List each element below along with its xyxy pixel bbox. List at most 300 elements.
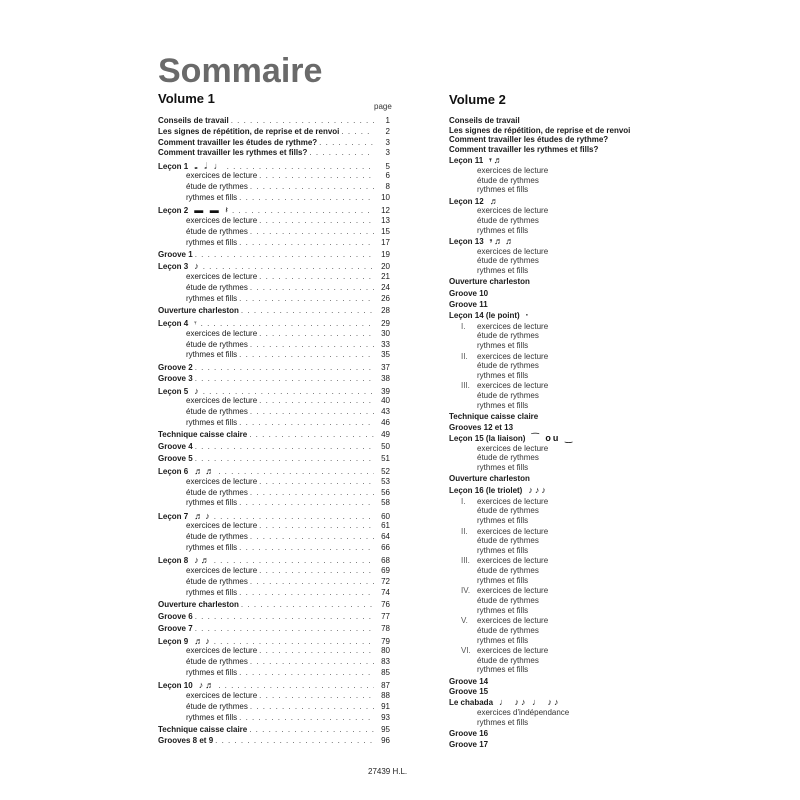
toc-entry-label: rythmes et fills [186, 237, 238, 247]
toc-subentry [449, 646, 649, 656]
toc-subentry [449, 506, 649, 516]
page-title: Sommaire [158, 52, 323, 90]
toc-subentry [449, 444, 649, 454]
section-roman-numeral: II. [461, 526, 468, 536]
toc-page-number: 33 [381, 339, 390, 349]
dot-leader [195, 363, 374, 372]
toc-subentry [158, 171, 390, 182]
volume-1-contents [158, 116, 390, 747]
dot-leader [231, 116, 374, 125]
toc-subentry [449, 331, 649, 341]
toc-page-number: 76 [381, 599, 390, 609]
toc-entry-label: exercices de lecture [477, 206, 549, 216]
toc-subentry [158, 521, 390, 532]
toc-entry-label: Leçon 3 [158, 262, 189, 272]
toc-page-number: 93 [381, 712, 390, 722]
toc-entry-label: exercices de lecture [186, 521, 258, 531]
dot-leader [203, 387, 374, 396]
toc-entry-label: Leçon 14 (le point) [449, 311, 520, 321]
toc-subentry [158, 193, 390, 204]
toc-subentry [449, 516, 649, 526]
dot-leader [218, 467, 374, 476]
toc-entry-label: exercices de lecture [477, 556, 549, 566]
toc-entry [449, 698, 649, 708]
toc-page-number: 39 [381, 386, 390, 396]
dot-leader [239, 193, 374, 202]
toc-page-number: 53 [381, 476, 390, 486]
volume-2-title: Volume 2 [449, 92, 506, 107]
toc-entry-label: étude de rythmes [477, 506, 539, 516]
dot-leader [195, 374, 374, 383]
toc-subentry [158, 340, 390, 351]
toc-subentry [449, 176, 649, 186]
toc-entry [158, 725, 390, 736]
toc-entry-label: étude de rythmes [477, 566, 539, 576]
dot-leader [239, 668, 374, 677]
toc-entry-label: Groove 2 [158, 362, 193, 372]
rhythm-notation-icon: ♪♬ [194, 555, 212, 566]
toc-subentry [158, 488, 390, 499]
toc-subentry [158, 329, 390, 340]
toc-entry [158, 138, 390, 149]
rhythm-notation-icon: ♪ [194, 385, 201, 396]
toc-entry-label: Les signes de répétition, de reprise et de renvoi [449, 125, 631, 135]
toc-entry-label: étude de rythmes [477, 453, 539, 463]
toc-entry [158, 624, 390, 635]
dot-leader [250, 657, 374, 666]
toc-subentry [449, 708, 649, 718]
toc-subentry [449, 256, 649, 266]
rhythm-notation-icon: ♪♬ [198, 680, 217, 691]
toc-page-number: 3 [385, 148, 390, 158]
toc-subentry [158, 350, 390, 361]
toc-subentry [158, 691, 390, 702]
toc-page-number: 43 [381, 407, 390, 417]
toc-entry-label: rythmes et fills [477, 462, 529, 472]
rhythm-notation-icon: · [525, 310, 531, 321]
toc-subentry [449, 341, 649, 351]
toc-entry-label: Leçon 1 [158, 161, 189, 171]
toc-subentry [449, 527, 649, 537]
toc-page-number: 78 [381, 624, 390, 634]
toc-page-number: 85 [381, 667, 390, 677]
dot-leader [241, 600, 374, 609]
rhythm-notation-icon: ♬♪ [194, 510, 212, 521]
toc-entry-label: rythmes et fills [186, 542, 238, 552]
toc-subentry [449, 371, 649, 381]
toc-subentry [158, 532, 390, 543]
toc-entry-label: Ouverture charleston [449, 474, 530, 484]
dot-leader [249, 430, 374, 439]
dot-leader [214, 556, 374, 565]
toc-entry-label: Leçon 10 [158, 681, 193, 691]
toc-subentry [449, 463, 649, 473]
dot-leader [215, 736, 374, 745]
dot-leader [250, 227, 374, 236]
dot-leader [239, 418, 374, 427]
toc-entry-label: exercices de lecture [477, 321, 549, 331]
toc-entry [449, 237, 649, 247]
dot-leader [259, 216, 374, 225]
dot-leader [195, 612, 374, 621]
dot-leader [195, 624, 374, 633]
toc-page-number: 69 [381, 565, 390, 575]
toc-entry-label: Leçon 11 [449, 156, 484, 166]
dot-leader [239, 498, 374, 507]
toc-page-number: 66 [381, 542, 390, 552]
toc-entry-label: Ouverture charleston [158, 599, 239, 609]
toc-subentry [449, 616, 649, 626]
page-column-label: page [374, 102, 392, 111]
toc-entry-label: Groove 4 [158, 442, 193, 452]
toc-entry-label: Leçon 16 (le triolet) [449, 486, 523, 496]
toc-entry-label: rythmes et fills [477, 266, 529, 276]
toc-subentry [158, 713, 390, 724]
section-roman-numeral: V. [461, 616, 468, 626]
toc-entry [449, 740, 649, 750]
dot-leader [250, 407, 374, 416]
dot-leader [195, 250, 374, 259]
toc-subentry [449, 185, 649, 195]
toc-entry [449, 197, 649, 207]
dot-leader [203, 262, 374, 271]
toc-entry-label: étude de rythmes [186, 339, 248, 349]
toc-entry [158, 250, 390, 261]
toc-entry [449, 474, 649, 484]
rhythm-notation-icon: ♩ ♪♪ ♩ ♪♪ [499, 696, 561, 707]
toc-entry-label: Leçon 15 (la liaison) [449, 433, 526, 443]
toc-entry-label: Comment travailler les études de rythme? [158, 137, 318, 147]
toc-entry-label: Conseils de travail [158, 116, 229, 125]
toc-page-number: 46 [381, 417, 390, 427]
toc-entry-label: rythmes et fills [477, 341, 529, 351]
toc-entry-label: rythmes et fills [477, 370, 529, 380]
rhythm-notation-icon: 𝅝 𝅗𝅥 ♩ [194, 160, 225, 171]
toc-entry-label: étude de rythmes [186, 226, 248, 236]
toc-entry-label: Grooves 8 et 9 [158, 736, 214, 746]
toc-entry-label: étude de rythmes [477, 391, 539, 401]
dot-leader [250, 532, 374, 541]
toc-page-number: 19 [381, 249, 390, 259]
toc-page-number: 38 [381, 374, 390, 384]
toc-entry [449, 277, 649, 287]
toc-entry-label: exercices de lecture [186, 476, 258, 486]
toc-entry-label: exercices de lecture [477, 646, 549, 656]
toc-subentry [158, 477, 390, 488]
toc-page-number: 96 [381, 736, 390, 746]
toc-subentry [158, 577, 390, 588]
dot-leader [259, 566, 374, 575]
toc-entry [158, 161, 390, 172]
toc-entry-label: exercices de lecture [186, 328, 258, 338]
dot-leader [201, 319, 374, 328]
toc-entry-label: Groove 17 [449, 739, 489, 749]
toc-entry-label: rythmes et fills [186, 417, 238, 427]
toc-subentry [449, 352, 649, 362]
dot-leader [259, 396, 374, 405]
toc-subentry [158, 238, 390, 249]
toc-entry-label: exercices de lecture [477, 443, 549, 453]
toc-entry [158, 466, 390, 477]
dot-leader [239, 350, 374, 359]
toc-entry-label: exercices de lecture [477, 351, 549, 361]
toc-subentry [158, 657, 390, 668]
toc-entry [158, 116, 390, 127]
toc-subentry [449, 636, 649, 646]
toc-entry [449, 135, 649, 145]
toc-subentry [449, 606, 649, 616]
toc-entry [158, 680, 390, 691]
toc-page-number: 1 [385, 116, 390, 125]
toc-entry-label: étude de rythmes [186, 701, 248, 711]
toc-page-number: 13 [381, 215, 390, 225]
section-roman-numeral: III. [461, 556, 470, 566]
toc-entry-label: exercices de lecture [186, 565, 258, 575]
toc-page-number: 52 [381, 466, 390, 476]
toc-page-number: 21 [381, 272, 390, 282]
toc-entry-label: Technique caisse claire [158, 430, 248, 440]
toc-entry [158, 261, 390, 272]
section-roman-numeral: VI. [461, 646, 471, 656]
toc-subentry [158, 216, 390, 227]
toc-entry-label: exercices de lecture [477, 526, 549, 536]
dot-leader [259, 691, 374, 700]
toc-page-number: 49 [381, 430, 390, 440]
dot-leader [195, 442, 374, 451]
toc-subentry [449, 576, 649, 586]
toc-entry-label: Groove 6 [158, 611, 193, 621]
toc-subentry [449, 166, 649, 176]
toc-entry-label: étude de rythmes [477, 596, 539, 606]
toc-entry [158, 600, 390, 611]
toc-entry [158, 148, 390, 159]
toc-entry-label: Grooves 12 et 13 [449, 423, 514, 433]
toc-entry [449, 126, 649, 136]
dot-leader [227, 162, 374, 171]
toc-entry-label: Le chabada [449, 697, 494, 707]
toc-entry [158, 306, 390, 317]
toc-entry-label: rythmes et fills [477, 605, 529, 615]
dot-leader [250, 577, 374, 586]
toc-subentry [449, 381, 649, 391]
toc-page-number: 2 [385, 126, 390, 136]
toc-subentry [449, 247, 649, 257]
toc-subentry [449, 322, 649, 332]
toc-entry [158, 511, 390, 522]
toc-subentry [449, 586, 649, 596]
toc-entry [158, 374, 390, 385]
toc-entry [449, 289, 649, 299]
dot-leader [250, 488, 374, 497]
toc-entry-label: rythmes et fills [477, 635, 529, 645]
toc-entry [449, 486, 649, 496]
toc-page-number: 88 [381, 690, 390, 700]
toc-entry-label: étude de rythmes [186, 657, 248, 667]
toc-entry-label: rythmes et fills [186, 498, 238, 508]
toc-entry-label: exercices de lecture [186, 396, 258, 406]
toc-entry [449, 677, 649, 687]
dot-leader [249, 725, 374, 734]
toc-entry-label: exercices de lecture [477, 381, 549, 391]
toc-entry [449, 116, 649, 126]
toc-entry-label: étude de rythmes [186, 282, 248, 292]
dot-leader [259, 171, 374, 180]
toc-subentry [449, 665, 649, 675]
dot-leader [239, 588, 374, 597]
dot-leader [214, 637, 374, 646]
toc-subentry [158, 588, 390, 599]
toc-page-number: 30 [381, 328, 390, 338]
toc-subentry [158, 543, 390, 554]
toc-entry-label: Leçon 2 [158, 206, 189, 216]
toc-entry-label: exercices de lecture [477, 586, 549, 596]
toc-page-number: 20 [381, 262, 390, 272]
toc-entry-label: étude de rythmes [477, 536, 539, 546]
toc-subentry [158, 396, 390, 407]
dot-leader [239, 294, 374, 303]
rhythm-notation-icon: ♬♪ [194, 635, 212, 646]
dot-leader [239, 713, 374, 722]
toc-subentry [449, 266, 649, 276]
toc-entry-label: étude de rythmes [477, 256, 539, 266]
toc-subentry [449, 596, 649, 606]
toc-page-number: 26 [381, 293, 390, 303]
toc-subentry [158, 498, 390, 509]
toc-page-number: 68 [381, 556, 390, 566]
toc-entry-label: Leçon 9 [158, 636, 189, 646]
toc-subentry [449, 361, 649, 371]
toc-entry-label: étude de rythmes [477, 361, 539, 371]
toc-entry-label: étude de rythmes [477, 216, 539, 226]
toc-entry-label: étude de rythmes [186, 532, 248, 542]
toc-page-number: 17 [381, 237, 390, 247]
toc-subentry [449, 656, 649, 666]
dot-leader [259, 477, 374, 486]
dot-leader [309, 148, 374, 157]
section-roman-numeral: III. [461, 381, 470, 391]
toc-entry-label: Leçon 6 [158, 466, 189, 476]
toc-page-number: 12 [381, 206, 390, 216]
rhythm-notation-icon: 𝄾 [194, 317, 199, 328]
toc-entry-label: Leçon 7 [158, 511, 189, 521]
toc-subentry [449, 566, 649, 576]
toc-entry-label: exercices de lecture [477, 246, 549, 256]
section-roman-numeral: I. [461, 321, 466, 331]
section-roman-numeral: I. [461, 496, 466, 506]
toc-page-number: 8 [385, 182, 390, 192]
rhythm-notation-icon: ♪♪♪ [528, 485, 548, 496]
toc-entry-label: étude de rythmes [186, 576, 248, 586]
toc-entry [449, 412, 649, 422]
toc-subentry [449, 226, 649, 236]
toc-entry [449, 434, 649, 444]
volume-1-title: Volume 1 [158, 91, 215, 106]
toc-entry-label: rythmes et fills [186, 667, 238, 677]
toc-entry-label: Leçon 5 [158, 386, 189, 396]
toc-subentry [158, 227, 390, 238]
toc-subentry [449, 546, 649, 556]
toc-entry-label: rythmes et fills [186, 350, 238, 360]
toc-subentry [449, 206, 649, 216]
toc-entry [449, 311, 649, 321]
toc-entry-label: rythmes et fills [186, 587, 238, 597]
toc-page-number: 50 [381, 442, 390, 452]
toc-entry-label: exercices de lecture [186, 171, 258, 181]
toc-entry-label: Groove 7 [158, 624, 193, 634]
toc-subentry [158, 646, 390, 657]
toc-entry-label: étude de rythmes [477, 625, 539, 635]
toc-entry-label: Comment travailler les rythmes et fills? [158, 148, 308, 158]
toc-entry-label: Leçon 4 [158, 318, 189, 328]
dot-leader [259, 329, 374, 338]
toc-page-number: 56 [381, 487, 390, 497]
toc-entry-label: Technique caisse claire [158, 724, 248, 734]
toc-subentry [449, 536, 649, 546]
toc-subentry [158, 566, 390, 577]
toc-page-number: 72 [381, 576, 390, 586]
toc-page-number: 35 [381, 350, 390, 360]
toc-entry [158, 442, 390, 453]
toc-entry [158, 127, 390, 138]
toc-subentry [158, 668, 390, 679]
toc-entry-label: Les signes de répétition, de reprise et de renvoi [158, 126, 340, 136]
toc-entry-label: Comment travailler les rythmes et fills? [449, 145, 599, 155]
toc-entry [449, 300, 649, 310]
toc-page-number: 6 [385, 171, 390, 181]
toc-entry-label: Leçon 12 [449, 196, 484, 206]
toc-entry-label: rythmes et fills [477, 185, 529, 195]
toc-entry-label: Groove 16 [449, 729, 489, 739]
toc-entry [158, 612, 390, 623]
toc-subentry [449, 453, 649, 463]
toc-entry [158, 386, 390, 397]
toc-entry-label: exercices de lecture [186, 272, 258, 282]
toc-entry-label: rythmes et fills [477, 400, 529, 410]
toc-subentry [449, 216, 649, 226]
toc-page-number: 95 [381, 724, 390, 734]
toc-entry-label: Groove 1 [158, 249, 193, 259]
toc-entry-label: exercices de lecture [186, 646, 258, 656]
section-roman-numeral: IV. [461, 586, 471, 596]
rhythm-notation-icon: ⁀ ou ‿ [531, 432, 575, 443]
toc-entry [158, 318, 390, 329]
toc-entry-label: exercices de lecture [186, 215, 258, 225]
section-roman-numeral: II. [461, 351, 468, 361]
toc-entry-label: exercices de lecture [477, 166, 549, 176]
rhythm-notation-icon: 𝄾♬♬ [489, 236, 517, 247]
toc-entry-label: Ouverture charleston [158, 305, 239, 315]
toc-entry [449, 729, 649, 739]
rhythm-notation-icon: 𝄾♬ [489, 155, 505, 166]
toc-page-number: 51 [381, 454, 390, 464]
toc-entry-label: Groove 10 [449, 288, 489, 298]
toc-page-number: 74 [381, 587, 390, 597]
toc-page-number: 40 [381, 396, 390, 406]
toc-entry [449, 145, 649, 155]
toc-entry-label: Comment travailler les études de rythme? [449, 135, 609, 145]
toc-subentry [158, 294, 390, 305]
toc-page-number: 58 [381, 498, 390, 508]
toc-entry-label: Leçon 8 [158, 556, 189, 566]
toc-entry-label: étude de rythmes [477, 331, 539, 341]
toc-subentry [158, 407, 390, 418]
toc-entry-label: Groove 14 [449, 676, 489, 686]
rhythm-notation-icon: ♬♬ [194, 465, 217, 476]
toc-entry-label: rythmes et fills [477, 516, 529, 526]
toc-page-number: 28 [381, 305, 390, 315]
toc-entry-label: étude de rythmes [477, 655, 539, 665]
toc-entry-label: Conseils de travail [449, 116, 520, 125]
